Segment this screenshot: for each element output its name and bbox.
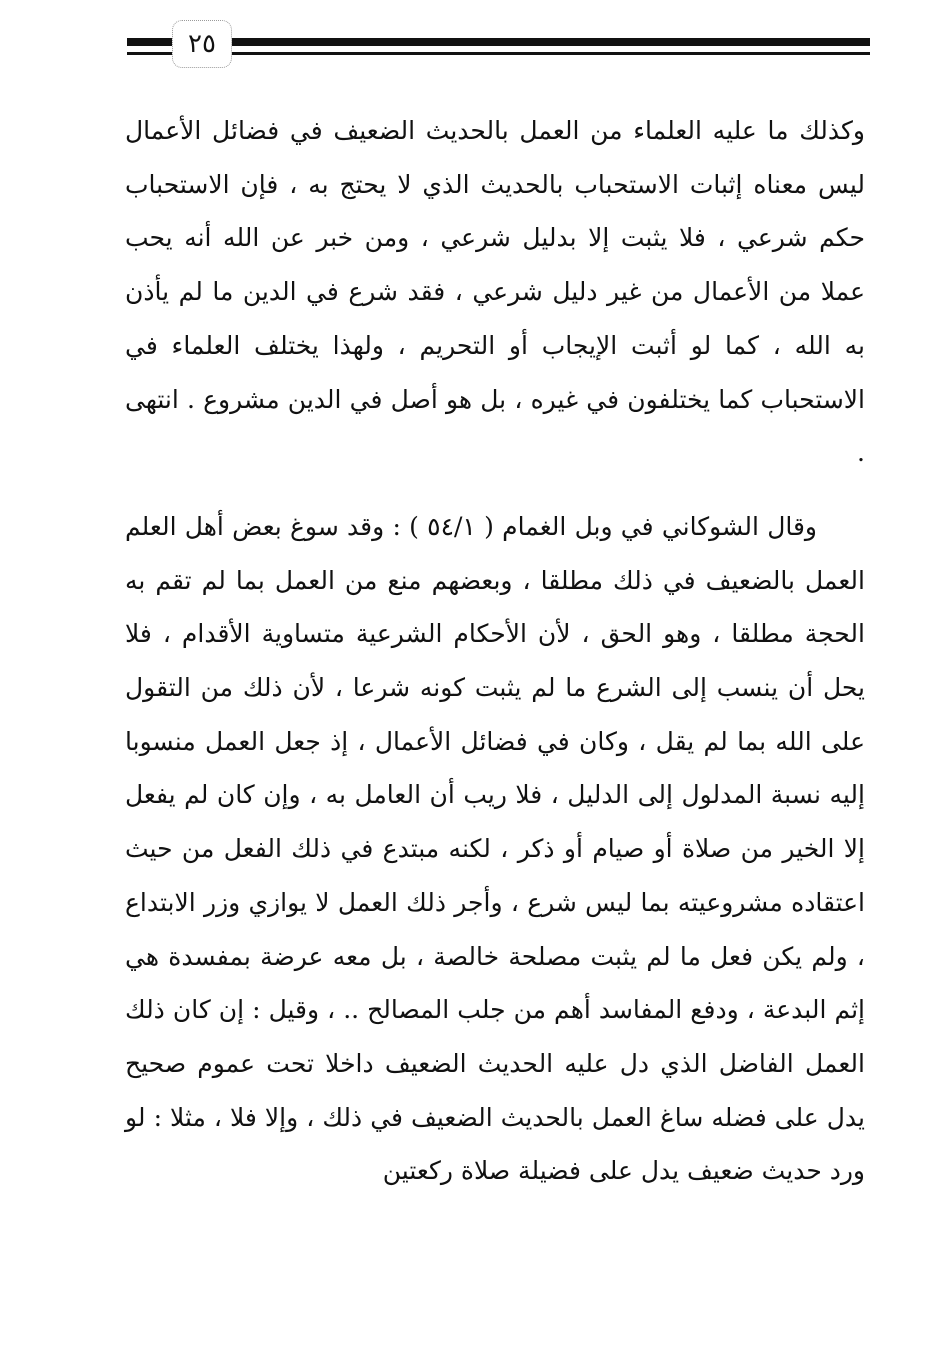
page-header xyxy=(0,0,936,80)
header-rule-right-thin xyxy=(232,52,870,55)
header-rule-right-thick xyxy=(232,38,870,46)
page-body xyxy=(125,104,865,1198)
page-number: ٢٥ xyxy=(188,29,216,59)
paragraph-2: وقال الشوكاني في وبل الغمام ( ٥٤/١ ) : وقد سوغ بعض أهل العلم العمل بالضعيف في ذلك مطلقا ، وبعضهم منع من العمل بما لم تقم به الحجة مطلقا ، وهو الحق ، لأن الأحكام الشرعية متساوية الأقدام ، فلا يحل أن ينسب إلى الشرع ما لم يثبت كونه شرعا ، لأن ذلك من التقول على الله بما لم يقل ، وكان في فضائل الأعمال ، إذ جعل العمل منسوبا إليه نسبة المدلول إلى الدليل ، فلا ريب أن العامل به ، وإن كان لم يفعل إلا الخير من صلاة أو صيام أو ذكر ، لكنه مبتدع في ذلك الفعل من حيث اعتقاده مشروعيته بما ليس شرع ، وأجر ذلك العمل لا يوازي وزر الابتداع ، ولم يكن فعل ما لم يثبت مصلحة خالصة ، بل معه عرضة بمفسدة هي إثم البدعة ، ودفع المفاسد أهم من جلب المصالح .. ، وقيل : إن كان ذلك العمل الفاضل الذي دل عليه الحديث الضعيف داخلا تحت عموم صحيح يدل على فضله ساغ العمل بالحديث الضعيف في ذلك ، وإلا فلا ، مثلا : لو ورد حديث ضعيف يدل على فضيلة صلاة ركعتين xyxy=(125,511,866,1186)
page-number-box xyxy=(172,20,232,68)
header-rule-left-thick xyxy=(127,38,172,46)
header-rule-left-thin xyxy=(127,52,172,55)
paragraph-1: وكذلك ما عليه العلماء من العمل بالحديث الضعيف في فضائل الأعمال ليس معناه إثبات الاستحباب بالحديث الذي لا يحتج به ، فإن الاستحباب حكم شرعي ، فلا يثبت إلا بدليل شرعي ، ومن خبر عن الله أنه يحب عملا من الأعمال من غير دليل شرعي ، فقد شرع في الدين ما لم يأذن به الله ، كما لو أثبت الإيجاب أو التحريم ، ولهذا يختلف العلماء في الاستحباب كما يختلفون في غيره ، بل هو أصل في الدين مشروع . انتهى . xyxy=(125,116,866,468)
